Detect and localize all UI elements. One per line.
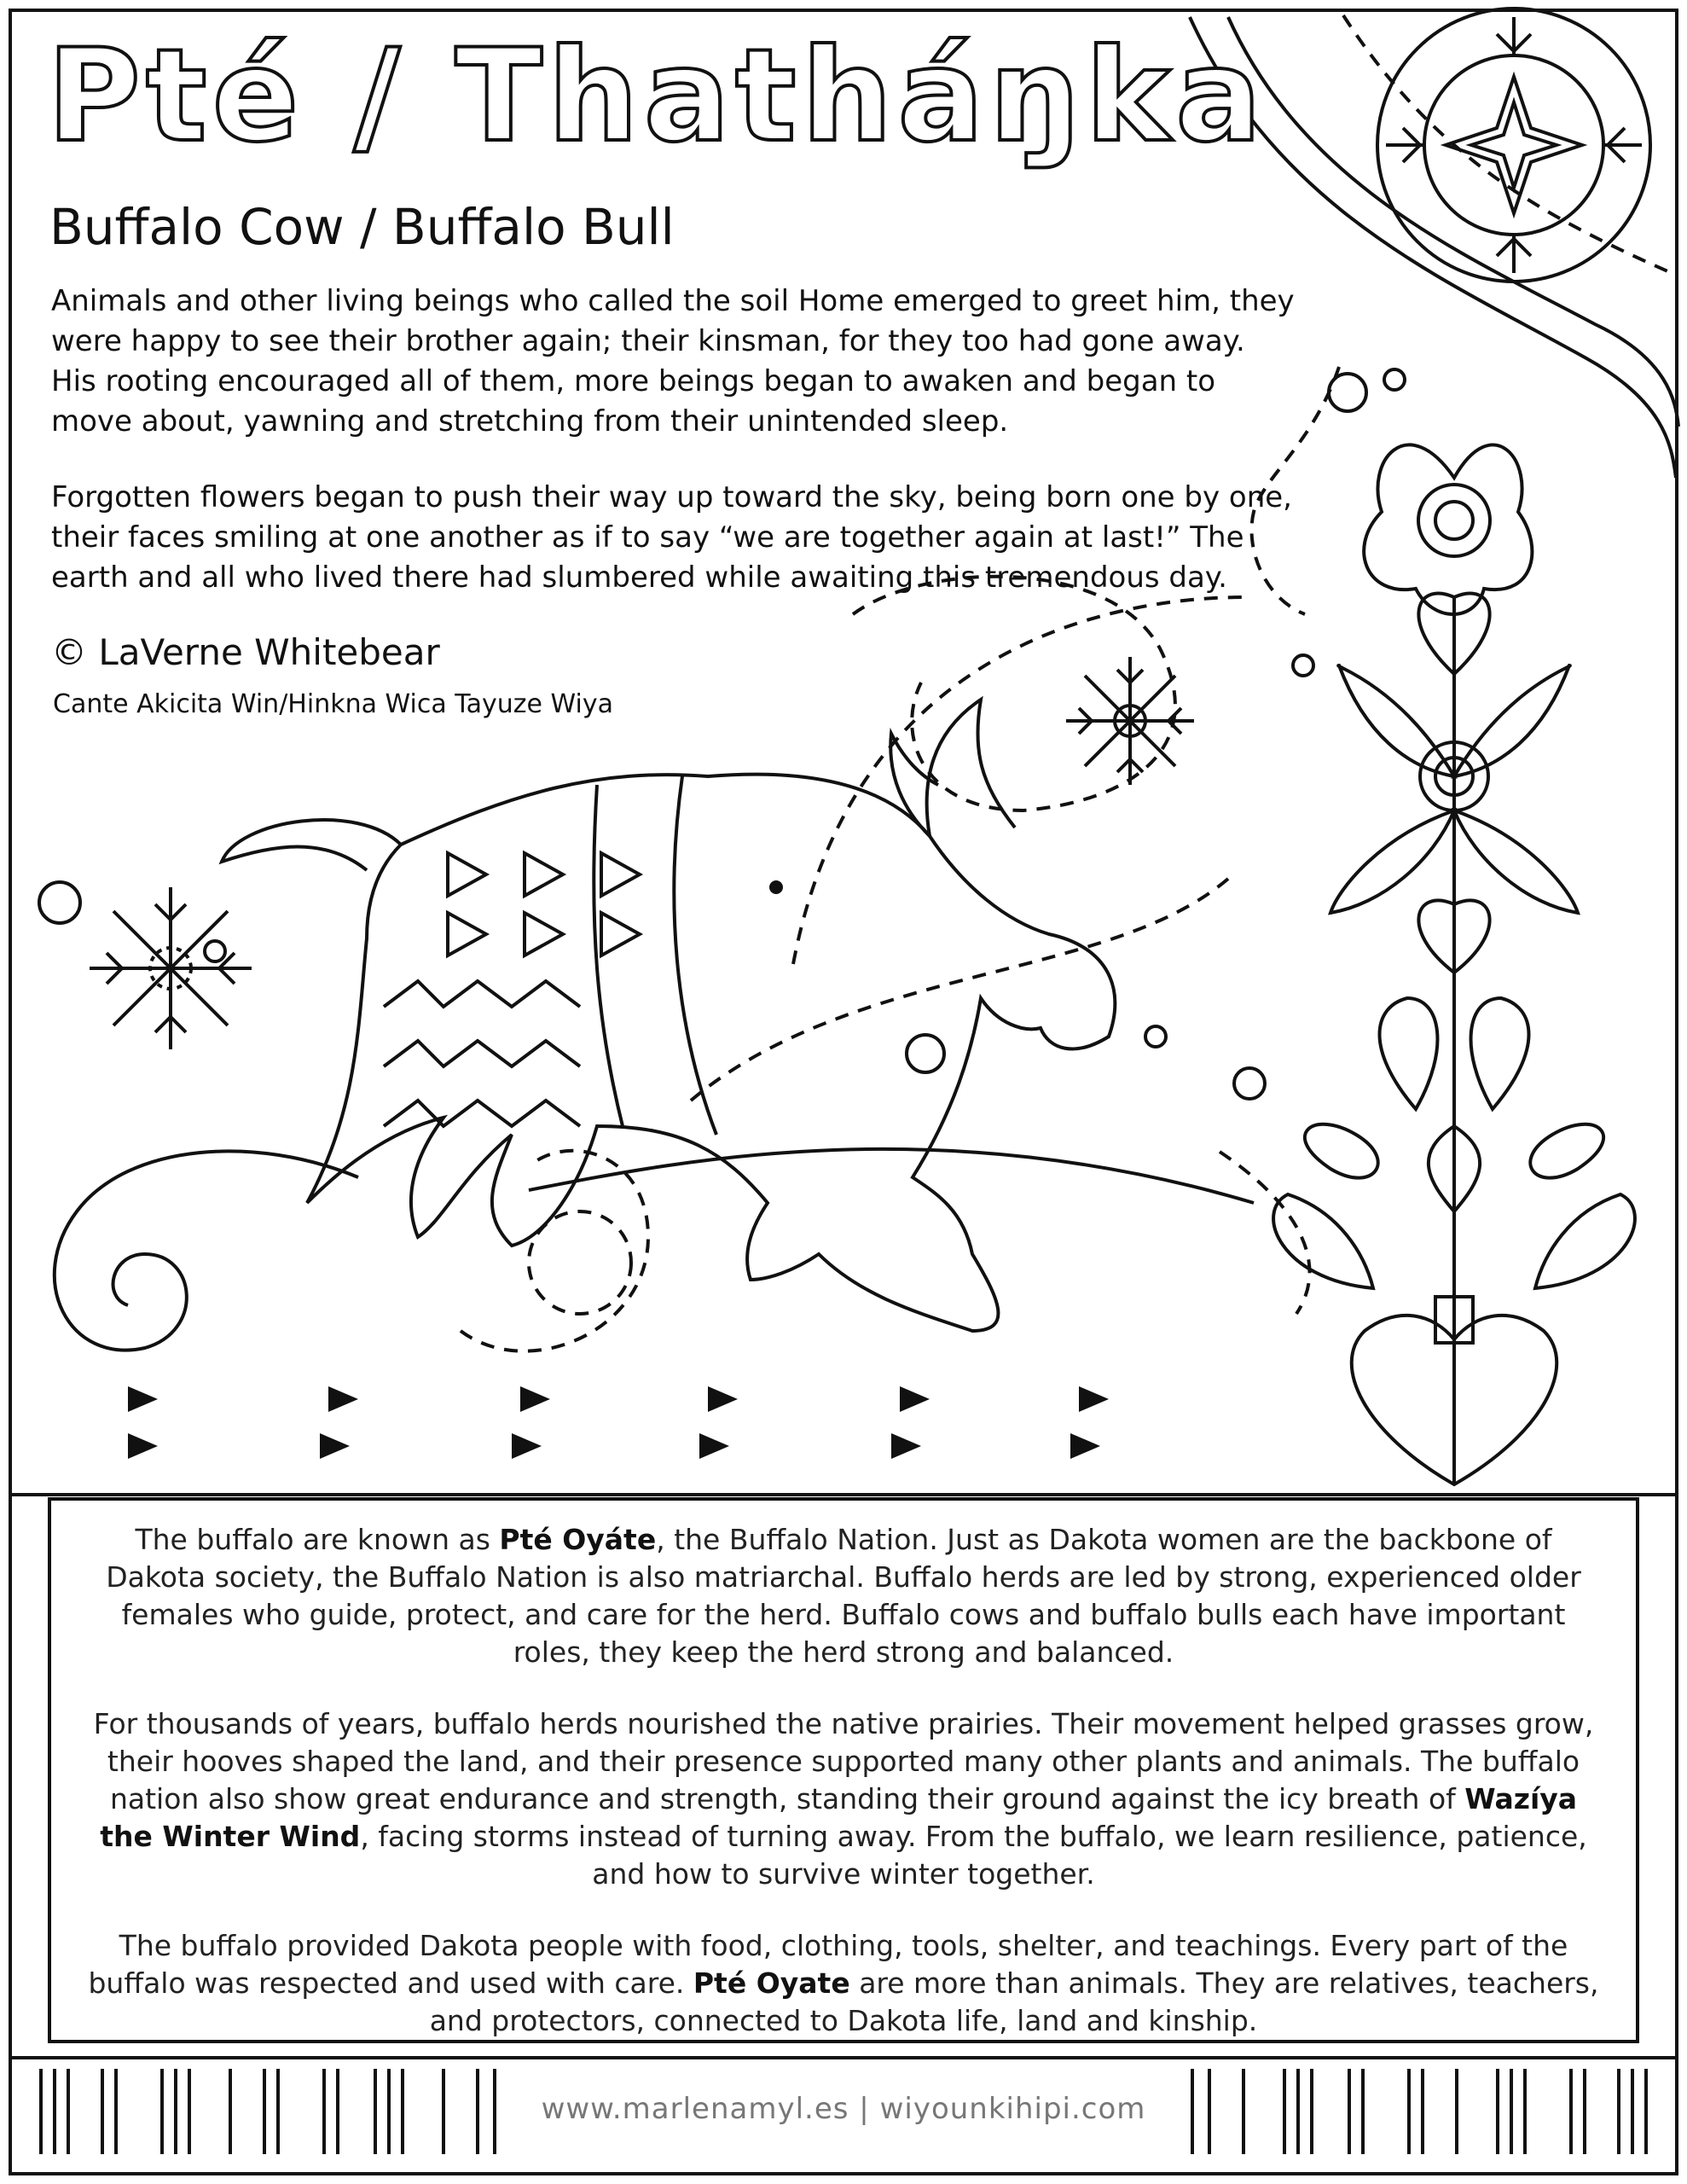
buffalo-illustration: [222, 700, 1115, 1331]
info-text: For thousands of years, buffalo herds nourished the native prairies. Their movement helped grasses grow, their hooves shaped the land, and their presence supported many other plants and animals. The buffalo nation also show great endurance and strength, standing their ground against the icy breath of: [93, 1707, 1594, 1815]
page-title: Pté / Thatháŋka: [47, 22, 1267, 171]
info-text: The buffalo provided Dakota people with food, clothing, tools, shelter, and teachings. Every part of the buffalo was respected and used with care.: [88, 1929, 1568, 2000]
info-text: , the Buffalo Nation. Just as Dakota women are the backbone of Dakota society, the Buffalo Nation is also matriarchal. Buffalo herds are led by strong, experienced older females who guide, protect, and care for the herd. Buffalo cows and buffalo bulls each have important roles, they keep the herd strong and balanced.: [106, 1523, 1581, 1669]
stripe-border-right: [1175, 2069, 1653, 2154]
info-box: [48, 1497, 1639, 2043]
footer-separator: |: [849, 2092, 880, 2126]
story-text: [51, 282, 1296, 634]
info-text: The buffalo are known as: [135, 1523, 500, 1556]
stripe-border-left: [34, 2069, 512, 2154]
info-paragraph: [85, 1521, 1602, 1671]
term-pte-oyate-2: Pté Oyate: [693, 1966, 850, 2000]
term-waziya: Wazíya the Winter Wind: [100, 1782, 1578, 1853]
star-medallion-icon: [1377, 9, 1650, 282]
flower-stem-icon: [1273, 444, 1635, 1484]
ground-line: [529, 1149, 1254, 1203]
author-names: Cante Akicita Win/Hinkna Wica Tayuze Wiya: [53, 689, 613, 719]
info-paragraph: [85, 1705, 1602, 1893]
section-divider: [9, 1493, 1678, 1496]
footer-divider: [9, 2056, 1678, 2059]
link-marlenamyl[interactable]: www.marlenamyl.es: [541, 2092, 849, 2126]
info-text: are more than animals. They are relatives, teachers, and protectors, connected to Dakota life, land and kinship.: [429, 1966, 1599, 2037]
footer-credits: [512, 2092, 1175, 2126]
copyright-credit: © LaVerne Whitebear: [51, 631, 440, 673]
story-paragraph: Animals and other living beings who called the soil Home emerged to greet him, they were happy to see their brother again; their kinsman, for they too had gone away. His rooting encouraged all of them, more beings began to awaken and began to move about, yawning and stretching from their unintended sleep.: [51, 284, 1295, 439]
link-wiyounkihipi[interactable]: wiyounkihipi.com: [879, 2092, 1146, 2126]
info-paragraph: [85, 1927, 1602, 2040]
triangle-marker-icon: [128, 1386, 1109, 1459]
info-text: , facing storms instead of turning away. From the buffalo, we learn resilience, patience, and how to survive winter together.: [360, 1820, 1587, 1891]
spiral-icon: [55, 1151, 358, 1350]
term-pte-oyate: Pté Oyáte: [499, 1523, 657, 1556]
page-subtitle: Buffalo Cow / Buffalo Bull: [49, 198, 675, 256]
story-paragraph: Forgotten flowers began to push their way up toward the sky, being born one by one, their faces smiling at one another as if to say “we are together again at last!” The earth and all who lived there had slumbered while awaiting this tremendous day.: [51, 480, 1292, 595]
